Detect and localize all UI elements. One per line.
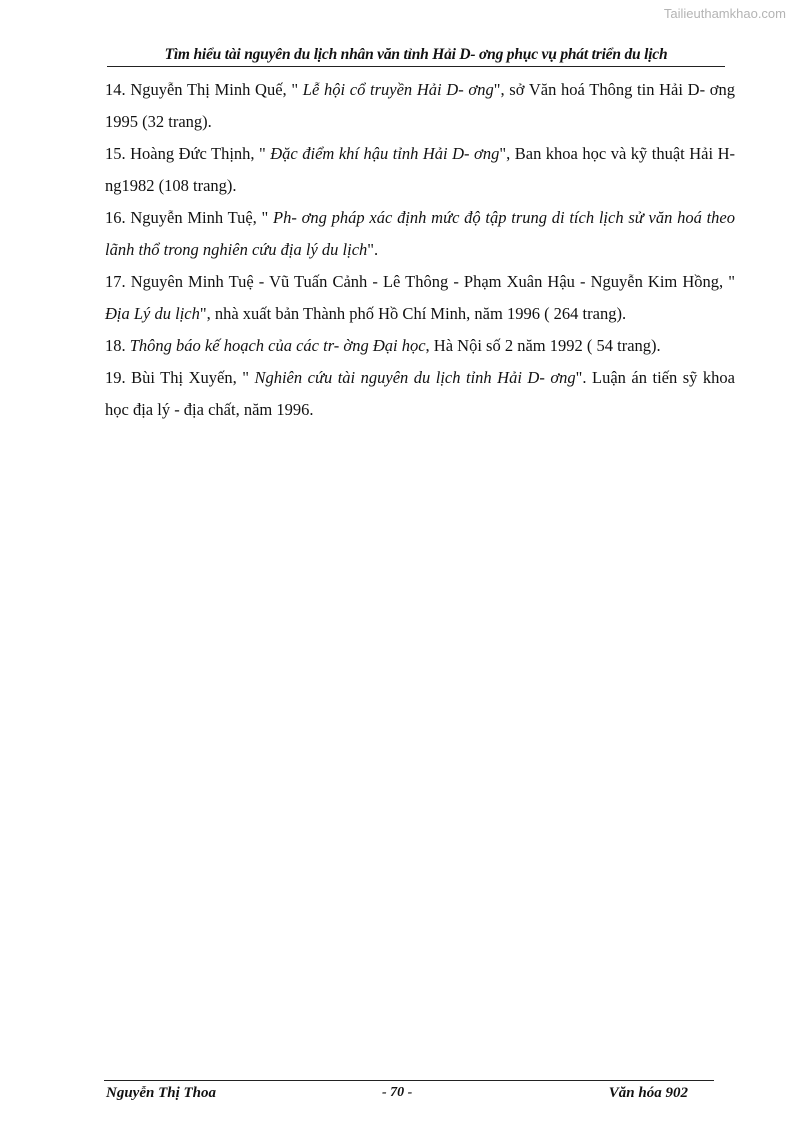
footer-author: Nguyễn Thị Thoa (106, 1085, 217, 1101)
reference-item: 18. Thông báo kế hoạch của các tr- ờng Đại học, Hà Nội số 2 năm 1992 ( 54 trang). (105, 336, 661, 355)
page-number: - 70 - (382, 1085, 413, 1100)
reference-title: Lễ hội cổ truyền Hải D- ơng (302, 80, 494, 99)
reference-item: 15. Hoàng Đức Thịnh, " Đặc điểm khí hậu tỉnh Hải D- ơng", Ban khoa học và kỹ thuật Hải H- ng1982 (108 trang). (105, 144, 735, 195)
reference-title: Đặc điểm khí hậu tỉnh Hải D- ơng (270, 144, 500, 163)
page-footer (104, 1085, 714, 1107)
reference-list (105, 74, 735, 426)
footer-course: Văn hóa 902 (608, 1085, 688, 1101)
header-rule (107, 66, 725, 67)
reference-title: Ph- ơng pháp xác định mức độ tập trung di tích lịch sử văn hoá theo lãnh thổ trong nghiên cứu địa lý du lịch (105, 208, 735, 259)
footer-rule (104, 1080, 714, 1081)
running-header: Tìm hiểu tài nguyên du lịch nhân văn tỉnh Hải D- ơng phục vụ phát triển du lịch (164, 46, 668, 63)
reference-item: 17. Nguyên Minh Tuệ - Vũ Tuấn Cảnh - Lê Thông - Phạm Xuân Hậu - Nguyễn Kim Hồng, " Địa Lý du lịch", nhà xuất bản Thành phố Hồ Chí Minh, năm 1996 ( 264 trang). (105, 272, 735, 323)
reference-item: 16. Nguyễn Minh Tuệ, " Ph- ơng pháp xác định mức độ tập trung di tích lịch sử văn hoá theo lãnh thổ trong nghiên cứu địa lý du lịch". (105, 208, 735, 259)
reference-title: Địa Lý du lịch (105, 304, 200, 323)
reference-item: 14. Nguyễn Thị Minh Quế, " Lễ hội cổ truyền Hải D- ơng", sở Văn hoá Thông tin Hải D- ơng 1995 (32 trang). (105, 80, 735, 131)
reference-title: Thông báo kế hoạch của các tr- ờng Đại học (129, 336, 426, 355)
watermark: Tailieuthamkhao.com (663, 6, 786, 21)
reference-title: Nghiên cứu tài nguyên du lịch tỉnh Hải D- ơng (254, 368, 576, 387)
reference-item: 19. Bùi Thị Xuyến, " Nghiên cứu tài nguyên du lịch tỉnh Hải D- ơng". Luận án tiến sỹ khoa học địa lý - địa chất, năm 1996. (105, 368, 735, 419)
